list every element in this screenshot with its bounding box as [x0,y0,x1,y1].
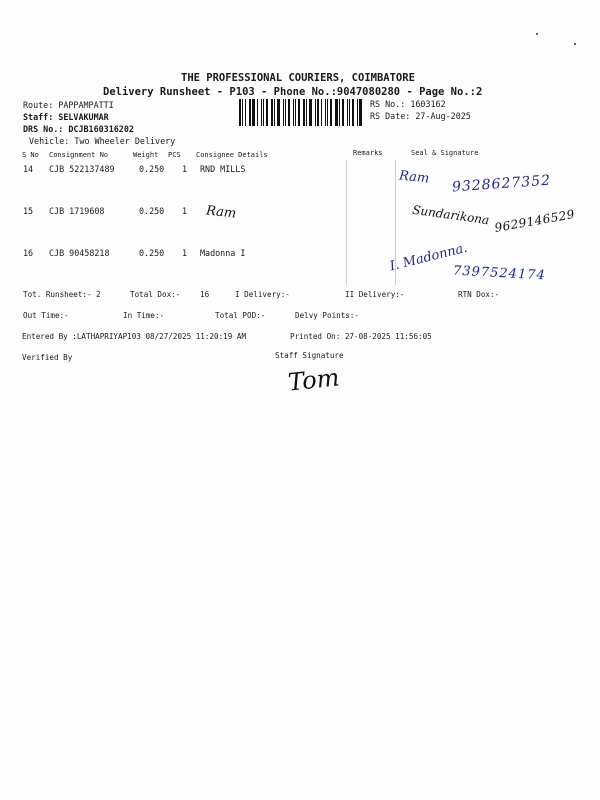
handwritten-phone: 7397524174 [452,263,547,284]
row-weight: 0.250 [139,206,165,216]
barcode-bar [303,99,305,126]
paper-speck [536,33,538,35]
vehicle-label: Vehicle: Two Wheeler Delivery [29,136,176,146]
barcode-bar [285,99,286,126]
barcode-bar [357,99,358,126]
row-consignment: CJB 90458218 [49,248,110,258]
barcode-bar [271,99,273,126]
drs-number: DRS No.: DCJB160316202 [23,124,134,134]
barcode-bar [239,99,241,126]
delvy-points: Delvy Points:- [295,311,360,320]
handwritten-signature: I. Madonna. [388,240,469,275]
row-consignee: RND MILLS [200,164,246,174]
barcode-bar [359,99,362,126]
barcode-bar [261,99,262,126]
total-dox-label: Total Dox:- [130,290,181,299]
row-weight: 0.250 [139,248,165,258]
row-consignee: Madonna I [200,248,246,258]
row-sno: 16 [23,248,34,258]
barcode-bar [295,99,296,126]
barcode [239,99,366,126]
barcode-bar [252,99,255,126]
barcode-bar [309,99,312,126]
barcode-bar [257,99,258,126]
paper-speck [574,43,576,45]
barcode-bar [321,99,322,126]
verified-by: Verified By [22,353,73,362]
col-header-sno: S No [22,151,39,159]
barcode-bar [306,99,307,126]
barcode-bar [293,99,294,126]
row-weight: 0.250 [139,164,165,174]
col-header-seal-signature: Seal & Signature [411,149,479,157]
handwritten-phone: 9629146529 [493,207,576,235]
staff-signature-scribble: Tom [286,363,341,397]
company-title: THE PROFESSIONAL COURIERS, COIMBATORE [181,72,415,84]
barcode-bar [266,99,268,126]
row-sno: 15 [23,206,34,216]
barcode-bar [339,99,340,126]
barcode-bar [327,99,328,126]
barcode-bar [349,99,350,126]
i-delivery: I Delivery:- [235,290,290,299]
runsheet-heading: Delivery Runsheet - P103 - Phone No.:9047080280 - Page No.:2 [103,86,483,98]
barcode-bar [274,99,275,126]
barcode-bar [315,99,316,126]
handwritten-consignee: Ram [205,203,237,222]
handwritten-phone: 9328627352 [451,172,552,196]
route-label: Route: PAPPAMPATTI [23,100,114,110]
row-consignment: CJB 1719608 [49,206,105,216]
row-pcs: 1 [182,248,188,258]
barcode-bar [283,99,284,126]
row-pcs: 1 [182,206,188,216]
barcode-bar [288,99,290,126]
barcode-bar [242,99,243,126]
barcode-bar [298,99,300,126]
barcode-bar [325,99,326,126]
staff-label: Staff: SELVAKUMAR [23,112,109,122]
staff-signature-label: Staff Signature [275,351,344,360]
col-header-consignment: Consignment No [49,151,109,159]
handwritten-signature: Sundarikona [411,202,491,228]
col-header-remarks: Remarks [353,149,383,157]
out-time: Out Time:- [23,311,69,320]
barcode-bar [342,99,344,126]
column-divider [346,160,347,285]
total-pod: Total POD:- [215,311,266,320]
barcode-bar [347,99,348,126]
row-consignment: CJB 522137489 [49,164,115,174]
barcode-bar [335,99,338,126]
rs-date: RS Date: 27-Aug-2025 [370,111,471,121]
tot-runsheet: Tot. Runsheet:- 2 [23,290,101,299]
barcode-bar [317,99,319,126]
printed-on: Printed On: 27-08-2025 11:56:05 [290,332,432,341]
col-header-pcs: PCS [168,151,181,159]
rs-number: RS No.: 1603162 [370,99,446,109]
in-time: In Time:- [123,311,165,320]
col-header-weight: Weight [133,151,159,159]
handwritten-signature: Ram [398,168,430,187]
row-pcs: 1 [182,164,188,174]
barcode-bar [352,99,354,126]
barcode-bar [245,99,246,126]
total-dox-value: 16 [200,290,210,299]
barcode-bar [277,99,280,126]
entered-by: Entered By :LATHAPRIYAP103 08/27/2025 11:20:19 AM [22,332,247,341]
ii-delivery: II Delivery:- [345,290,405,299]
barcode-bar [330,99,332,126]
barcode-bar [249,99,251,126]
rtn-dox: RTN Dox:- [458,290,500,299]
row-sno: 14 [23,164,34,174]
barcode-bar [263,99,264,126]
col-header-consignee: Consignee Details [196,151,268,159]
